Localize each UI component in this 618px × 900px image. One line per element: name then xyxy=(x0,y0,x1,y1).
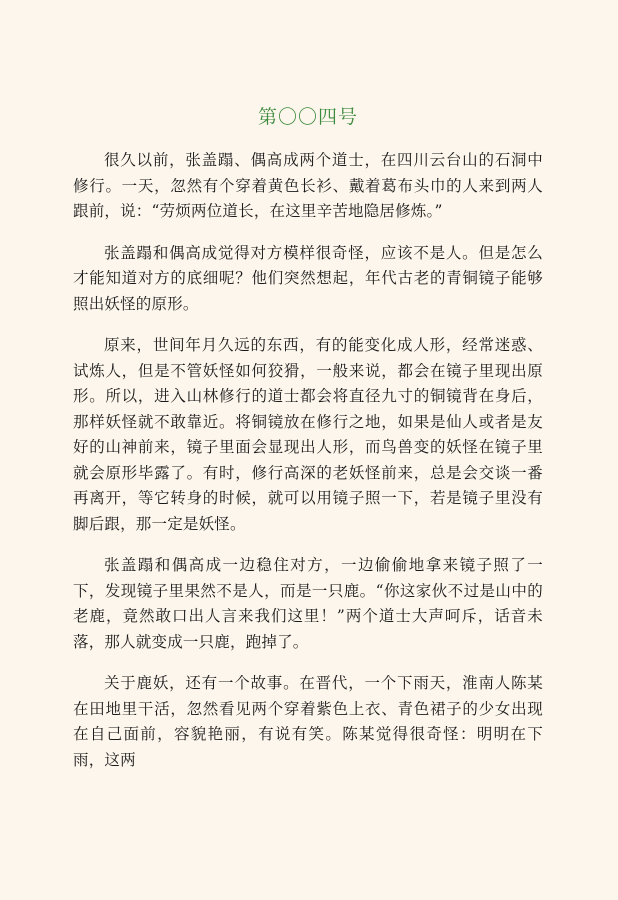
paragraph-4: 张盖蹋和偶高成一边稳住对方，一边偷偷地拿来镜子照了一下，发现镜子里果然不是人，而是一只鹿。“你这家伙不过是山中的老鹿，竟然敢口出人言来我们这里！”两个道士大声呵斥，话音未落，那人就变成一只鹿，跑掉了。 xyxy=(73,556,543,651)
paragraph-1: 很久以前，张盖蹋、偶高成两个道士，在四川云台山的石洞中修行。一天，忽然有个穿着黄色长衫、戴着葛布头巾的人来到两人跟前，说：“劳烦两位道长，在这里辛苦地隐居修炼。” xyxy=(73,151,543,220)
chapter-title: 第〇〇四号 xyxy=(257,106,358,128)
paragraph-3: 原来，世间年月久远的东西，有的能变化成人形，经常迷惑、试炼人，但是不管妖怪如何狡猾，一般来说，都会在镜子里现出原形。所以，进入山林修行的道士都会将直径九寸的铜镜背在身后，那样妖怪就不敢靠近。将铜镜放在修行之地，如果是仙人或者是友好的山神前来，镜子里面会显现出人形，而鸟兽变的妖怪在镜子里就会原形毕露了。有时，修行高深的老妖怪前来，总是会交谈一番再离开，等它转身的时候，就可以用镜子照一下，若是镜子里没有脚后跟，那一定是妖怪。 xyxy=(73,336,543,533)
paragraph-5: 关于鹿妖，还有一个故事。在晋代，一个下雨天，淮南人陈某在田地里干活，忽然看见两个穿着紫色上衣、青色裙子的少女出现在自己面前，容貌艳丽，有说有笑。陈某觉得很奇怪：明明在下雨，这两 xyxy=(73,674,543,769)
chapter-body xyxy=(73,148,543,773)
paragraph-2: 张盖蹋和偶高成觉得对方模样很奇怪，应该不是人。但是怎么才能知道对方的底细呢？他们突然想起，年代古老的青铜镜子能够照出妖怪的原形。 xyxy=(73,243,543,313)
book-page xyxy=(0,100,618,900)
